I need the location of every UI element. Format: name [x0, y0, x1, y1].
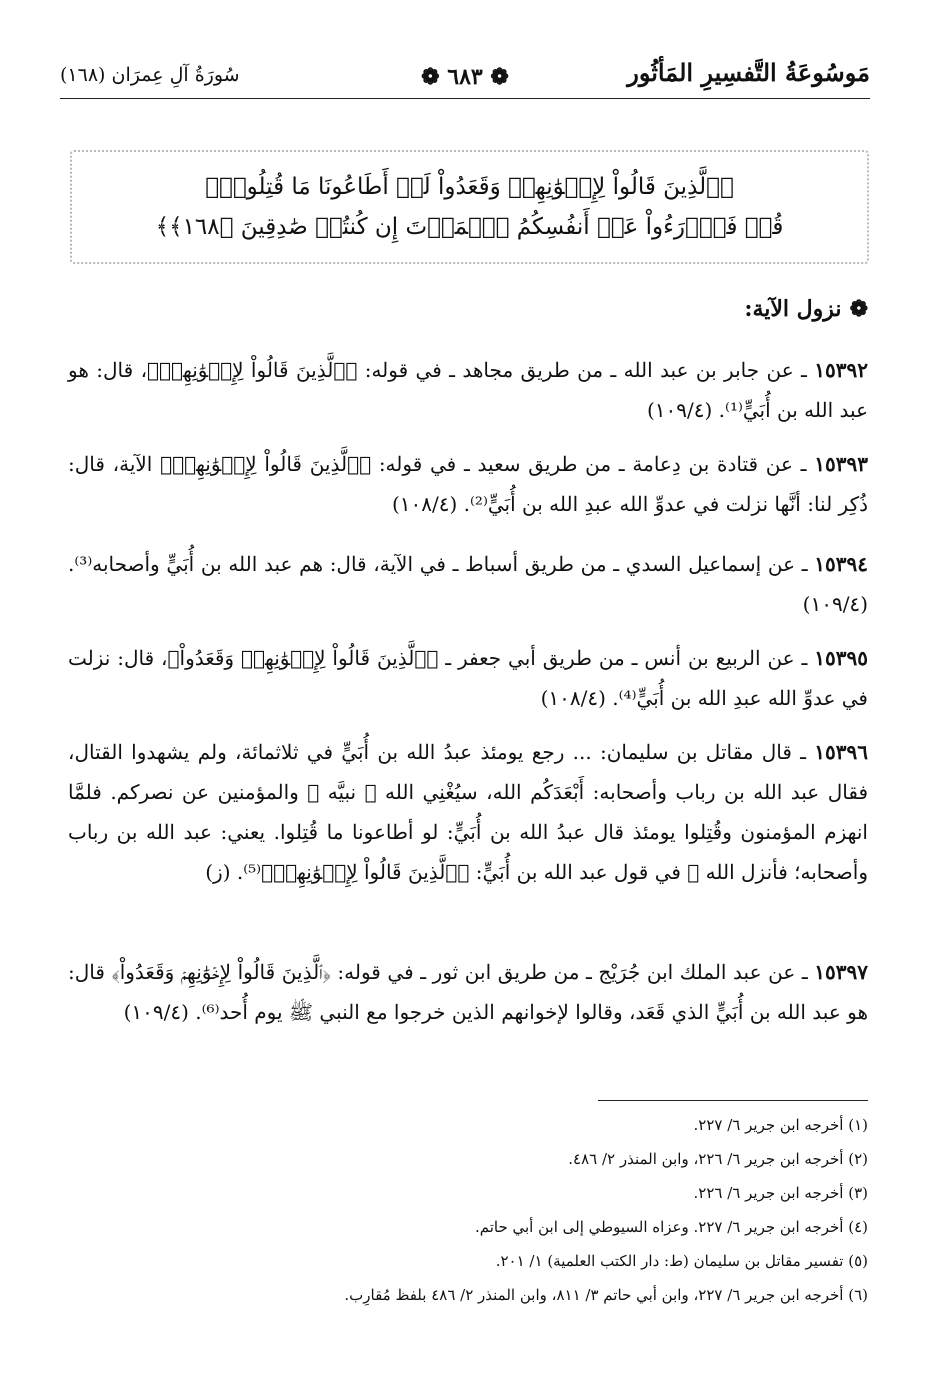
section-title: نزول الآية:: [744, 296, 842, 322]
narration-text: ـ عن الربيع بن أنس ـ من طريق أبي جعفر ـ ﴿ٱلَّذِينَ قَالُواْ لِإِخۡوَٰنِهِمۡ وَقَعَدُواْ﴾، قال: نزلت في عدوِّ الله عبدِ الله بن أُبَيٍّ⁽⁴⁾. (١٠٨/٤): [68, 646, 868, 710]
verse-line-2: قُلۡ فَٱدۡرَءُواْ عَنۡ أَنفُسِكُمُ ٱلۡمَوۡتَ إِن كُنتُمۡ صَٰدِقِينَ ﴿١٦٨﴾﴾: [155, 214, 784, 240]
narration-paragraph: [68, 544, 868, 624]
narration-text: ـ عن عبد الملك ابن جُرَيْج ـ من طريق ابن ثور ـ في قوله: ﴿ٱلَّذِينَ قَالُواْ لِإِخۡوَٰنِهِمۡ وَقَعَدُواْ﴾ قال: هو عبد الله بن أُبَيٍّ الذي قَعَد، وقالوا لإخوانهم الذين خرجوا مع النبي ﷺ يوم أُحد⁽⁶⁾. (١٠٩/٤): [68, 960, 868, 1024]
page-header: [60, 58, 870, 98]
ornament-icon: ❁: [421, 64, 440, 90]
narration-number: ١٥٣٩٦: [814, 740, 868, 764]
narration-text: ـ عن قتادة بن دِعامة ـ من طريق سعيد ـ في قوله: ﴿ٱلَّذِينَ قَالُواْ لِإِخۡوَٰنِهِمۡ﴾ الآية، قال: ذُكِر لنا: أنَّها نزلت في عدوِّ الله عبدِ الله بن أُبَيٍّ⁽²⁾. (١٠٨/٤): [68, 452, 868, 516]
footnote: (٣) أخرجه ابن جرير ٦/ ٢٢٦.: [693, 1184, 868, 1202]
flower-bullet-icon: ❁: [849, 296, 868, 322]
ornament-icon: ❁: [490, 64, 509, 90]
narration-text: ـ قال مقاتل بن سليمان: ... رجع يومئذ عبدُ الله بن أُبَيٍّ في ثلاثمائة، ولم يشهدوا القتال، فقال عبد الله بن رباب وأصحابه: أَبْعَدَكُم الله، سيُغْنِي الله ﷻ نبيَّه ﷺ والمؤمنين عن نصركم. فلمَّا انهزم المؤمنون وقُتِلوا يومئذ قال عبدُ الله بن أُبَيٍّ: لو أطاعونا ما قُتِلوا. يعني: عبد الله بن رباب وأصحابه؛ فأنزل الله ﷻ في قول عبد الله بن أُبَيٍّ: ﴿ٱلَّذِينَ قَالُواْ لِإِخۡوَٰنِهِمۡ﴾⁽⁵⁾. (ز): [68, 740, 868, 884]
narration-paragraph: [68, 638, 868, 718]
narration-paragraph: [68, 350, 868, 430]
verse-box: [70, 150, 869, 264]
footnote: (٥) تفسير مقاتل بن سليمان (ط: دار الكتب العلمية) ١/ ٢٠١.: [495, 1252, 868, 1270]
surah-reference: سُورَةُ آلِ عِمرَان (١٦٨): [60, 64, 240, 86]
section-heading: [744, 296, 868, 322]
narration-number: ١٥٣٩٥: [814, 646, 868, 670]
page-number: [421, 64, 509, 90]
page-number-value: ٦٨٣: [447, 64, 483, 90]
footnote: (٤) أخرجه ابن جرير ٦/ ٢٢٧. وعزاه السيوطي إلى ابن أبي حاتم.: [474, 1218, 868, 1236]
header-divider: [60, 98, 870, 99]
narration-paragraph: [68, 444, 868, 524]
narration-number: ١٥٣٩٤: [814, 552, 868, 576]
narration-text: ـ عن جابر بن عبد الله ـ من طريق مجاهد ـ في قوله: ﴿ٱلَّذِينَ قَالُواْ لِإِخۡوَٰنِهِمۡ﴾، قال: هو عبد الله بن أُبَيٍّ⁽¹⁾. (١٠٩/٤): [68, 358, 868, 422]
footnote: (٢) أخرجه ابن جرير ٦/ ٢٢٦، وابن المنذر ٢/ ٤٨٦.: [568, 1150, 868, 1168]
narration-number: ١٥٣٩٣: [814, 452, 868, 476]
footnote: (٦) أخرجه ابن جرير ٦/ ٢٢٧، وابن أبي حاتم ٣/ ٨١١، وابن المنذر ٢/ ٤٨٦ بلفظ مُقارِب.: [344, 1286, 868, 1304]
narration-text: ـ عن إسماعيل السدي ـ من طريق أسباط ـ في الآية، قال: هم عبد الله بن أُبَيٍّ وأصحابه⁽³⁾. (١٠٩/٤): [68, 552, 868, 616]
footnotes-list: [68, 1108, 868, 1312]
footnote-divider: [598, 1100, 868, 1101]
narration-number: ١٥٣٩٢: [814, 358, 868, 382]
narration-paragraph: [68, 732, 868, 892]
footnote: (١) أخرجه ابن جرير ٦/ ٢٢٧.: [693, 1116, 868, 1134]
book-title: مَوسُوعَةُ التَّفسِيرِ المَأثُور: [627, 58, 870, 87]
narration-number: ١٥٣٩٧: [814, 960, 868, 984]
narration-paragraph: [68, 952, 868, 1032]
verse-line-1: ﴿ٱلَّذِينَ قَالُواْ لِإِخۡوَٰنِهِمۡ وَقَعَدُواْ لَوۡ أَطَاعُونَا مَا قُتِلُواْۗ: [205, 174, 734, 200]
